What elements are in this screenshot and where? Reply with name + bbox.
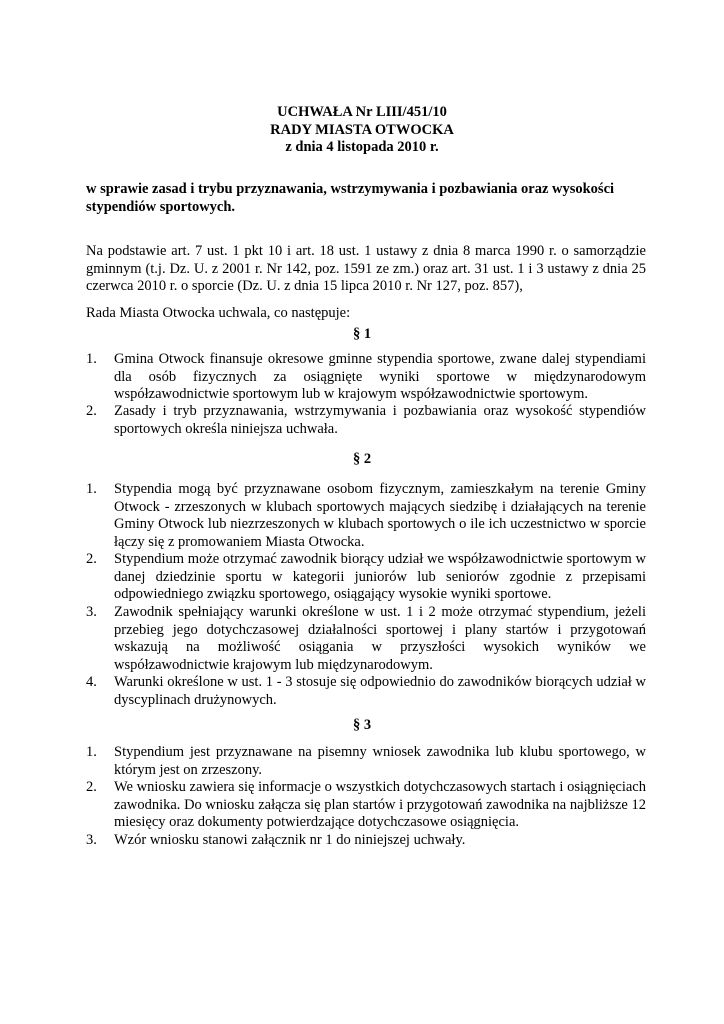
item-number: 1. [86,744,97,760]
list-item [86,481,646,551]
item-number: 1. [86,481,97,497]
item-text: Stypendium może otrzymać zawodnik biorący udział we współzawodnictwie sportowym w danej dziedzinie sportu w kategorii juniorów lub seniorów zgodnie z przepisami odpowiedniego związku sportowego, osiągający wysokie wyniki sportowe. [114,551,646,602]
list-item [86,832,646,850]
section-title: § 1 [352,326,372,342]
section-title: § 3 [352,717,372,733]
section-1-list [86,351,646,438]
list-item [86,403,646,438]
item-text: Stypendia mogą być przyznawane osobom fizycznym, zamieszkałym na terenie Gminy Otwock - zrzeszonych w klubach sportowych mających siedzibę i działających na terenie Gminy Otwock lub niezrzeszonych w klubach sportowych o ile ich uczestnictwo w sporcie łączy się z promowaniem Miasta Otwocka. [114,481,646,550]
item-text: Warunki określone w ust. 1 - 3 stosuje się odpowiednio do zawodników biorących udział w dyscyplinach drużynowych. [114,674,646,708]
item-text: Gmina Otwock finansuje okresowe gminne stypendia sportowe, zwane dalej stypendiami dla osób fizycznych za osiągnięte wyniki sportowe w międzynarodowym współzawodnictwie sportowym lub w krajowym współzawodnictwie sportowym. [114,351,646,402]
list-item [86,604,646,674]
item-text: Stypendium jest przyznawane na pisemny wniosek zawodnika lub klubu sportowego, w którym jest on zrzeszony. [114,744,646,778]
list-item [86,744,646,779]
item-number: 2. [86,779,97,795]
item-number: 2. [86,403,97,419]
resolves-clause: Rada Miasta Otwocka uchwala, co następuje: [86,305,351,321]
list-item [86,779,646,832]
document-header [0,104,724,157]
list-item [86,351,646,403]
item-number: 3. [86,604,97,620]
section-2-list [86,481,646,709]
resolution-date: z dnia 4 listopada 2010 r. [285,139,439,155]
item-number: 1. [86,351,97,367]
list-item [86,551,646,604]
list-item [86,674,646,709]
item-number: 2. [86,551,97,567]
item-text: Wzór wniosku stanowi załącznik nr 1 do niniejszej uchwały. [114,832,466,848]
item-text: Zasady i tryb przyznawania, wstrzymywania i pozbawiania oraz wysokość stypendiów sportowych określa niniejsza uchwała. [114,403,646,437]
item-text: We wniosku zawiera się informacje o wszystkich dotychczasowych startach i osiągnięciach zawodnika. Do wniosku załącza się plan startów i przygotowań zawodnika na najbliższe 12 miesięcy oraz dokumenty potwierdzające dotychczasowe osiągnięcia. [114,779,646,830]
legal-basis-text: Na podstawie art. 7 ust. 1 pkt 10 i art. 18 ust. 1 ustawy z dnia 8 marca 1990 r. o samorządzie gminnym (t.j. Dz. U. z 2001 r. Nr 142, poz. 1591 ze zm.) oraz art. 31 ust. 1 i 3 ustawy z dnia 25 czerwca 2010 r. o sporcie (Dz. U. z dnia 15 lipca 2010 r. Nr 127, poz. 857), [86,243,646,294]
item-text: Zawodnik spełniający warunki określone w ust. 1 i 2 może otrzymać stypendium, jeżeli przebieg jego dotychczasowej działalności sportowej i plany startów i przygotowań wskazują na możliwość osiągania w przyszłości wysokich wyników we współzawodnictwie krajowym lub międzynarodowym. [114,604,646,673]
resolution-number: UCHWAŁA Nr LIII/451/10 [277,104,447,120]
section-title: § 2 [352,451,372,467]
resolution-subject: w sprawie zasad i trybu przyznawania, wstrzymywania i pozbawiania oraz wysokości stypendiów sportowych. [86,181,615,215]
item-number: 3. [86,832,97,848]
council-name: RADY MIASTA OTWOCKA [270,121,454,138]
section-3-list [86,744,646,850]
legal-basis [86,243,646,296]
item-number: 4. [86,674,97,690]
